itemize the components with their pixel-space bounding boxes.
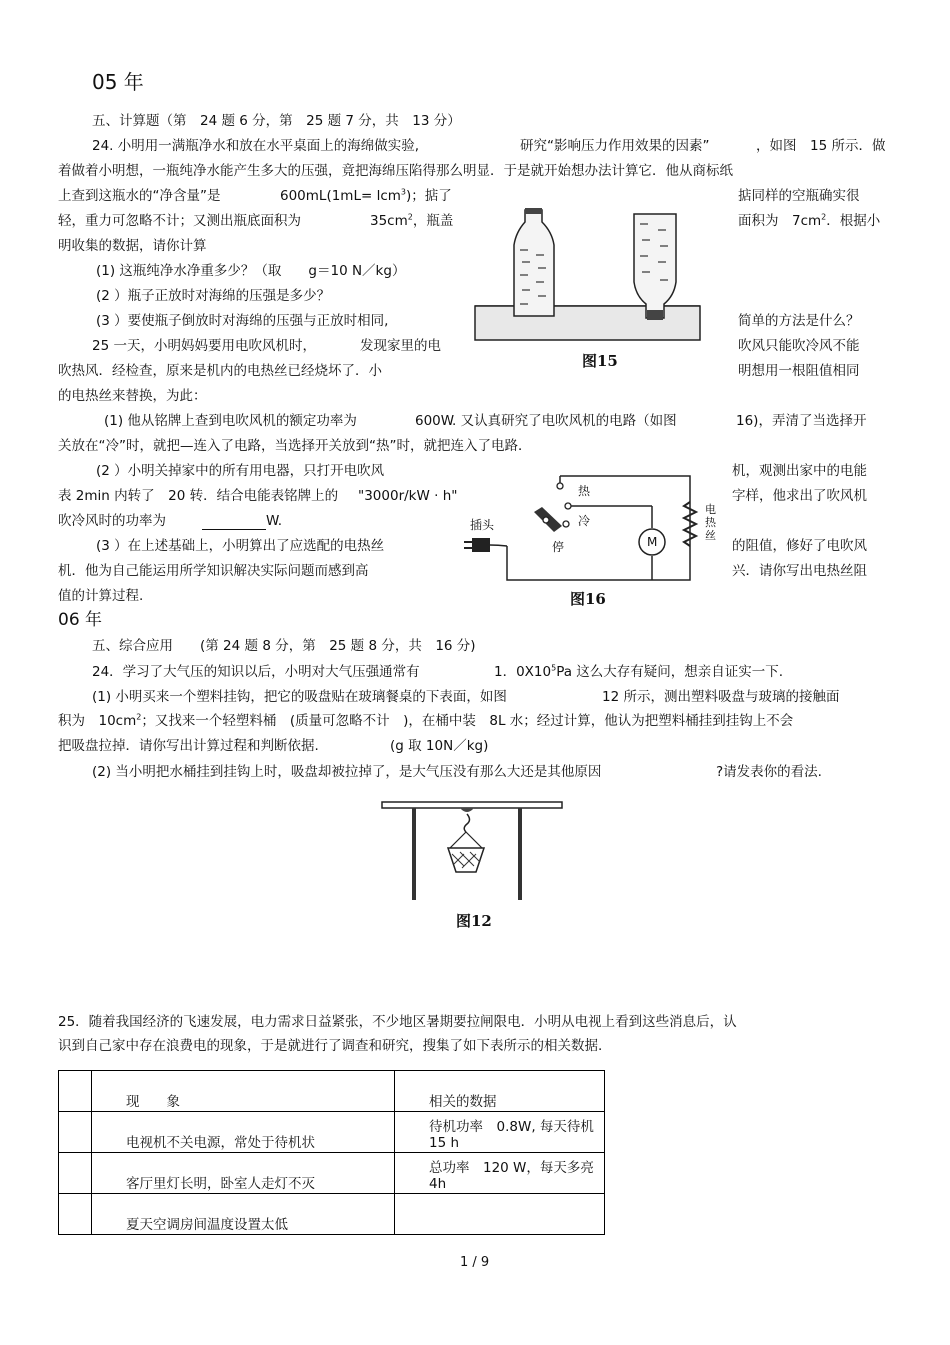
problem25-q2: 吹冷风时的功率为 (58, 513, 166, 529)
problem25-q2: 字样，他求出了吹风机 (732, 488, 867, 504)
problem24-text: 600mL(1mL= lcm$^3$)；掂了 (280, 187, 452, 204)
upright-bottle (514, 210, 554, 316)
problem25-q3: (3 ）在上述基础上，小明算出了应选配的电热丝 (96, 538, 385, 554)
question-1: (1) 这瓶纯净水净重多少？（取 g＝10 N／kg） (96, 263, 406, 279)
problem24-06-q1: (g 取 10N／kg) (390, 738, 489, 754)
problem24-06-text: 24．学习了大气压的知识以后，小明对大气压强通常有 (92, 664, 420, 680)
plug-icon (464, 538, 507, 552)
question-2: (2 ）瓶子正放时对海绵的压强是多少？ (96, 288, 331, 304)
table-row (59, 1153, 605, 1194)
table-cell: 总功率 120 W，每天多亮 4h (395, 1153, 605, 1194)
inverted-bottle (634, 214, 676, 318)
heater-label: 电热丝 (705, 503, 716, 542)
figure-15 (470, 200, 720, 350)
problem25-q1: 600W (415, 413, 455, 429)
problem24-text: 轻，重力可忽略不计；又测出瓶底面积为 (58, 213, 301, 229)
bucket-handle (450, 832, 466, 848)
problem25-q2: "3000r/kW · h" (358, 488, 458, 504)
problem25-q2: 表 2min 内转了 20 转．结合电能表铭牌上的 (58, 488, 339, 504)
section-year-06: 06 年 (58, 610, 103, 630)
selector-switch (534, 483, 571, 532)
figure-12 (380, 800, 570, 905)
problem25-q3: 的阻值，修好了电吹风 (732, 538, 867, 554)
table-row (59, 1112, 605, 1153)
question-3: 简单的方法是什么？ (738, 313, 860, 329)
table-cell: 电视机不关电源，常处于待机状 (92, 1112, 395, 1153)
hook (464, 814, 469, 832)
table-leg (412, 808, 416, 900)
problem25-q3: 值的计算过程. (58, 588, 144, 604)
problem25-text: 25 一天，小明妈妈要用电吹风机时， (92, 338, 316, 354)
problem24-text: 明收集的数据，请你计算 (58, 238, 207, 254)
answer-blank: W. (202, 512, 282, 530)
figure-12-caption: 图12 (456, 912, 492, 930)
problem24-text: 面积为 $7cm^2$．根据小 (738, 212, 881, 229)
bucket-handle (466, 832, 482, 848)
problem25-text: 吹风只能吹冷风不能 (738, 338, 860, 354)
problem24-text: $35cm^2$，瓶盖 (370, 212, 454, 229)
problem25-q3: 机．他为自己能运用所学知识解决实际问题而感到高 (58, 563, 369, 579)
problem24-06-q2: (2) 当小明把水桶挂到挂钩上时，吸盘却被拉掉了，是大气压没有那么大还是其他原因 (92, 764, 602, 780)
switch-stop-label: 停 (552, 540, 565, 554)
problem24-text: ，如图 15 所示．做 (756, 138, 886, 154)
problem25-q1: 关放在“冷”时，就把—连入了电路，当选择开关放到“热”时，就把连入了电路． (58, 438, 532, 454)
page-number: 1 / 9 (460, 1255, 490, 1270)
problem25-q1: (1) 他从铭牌上查到电吹风机的额定功率为 (104, 413, 357, 429)
problem25-text: 明想用一根阻值相同 (738, 363, 860, 379)
section-year-05: 05 年 (92, 70, 144, 94)
problem25-q1: 16)，弄清了当选择开 (736, 413, 867, 429)
switch-hot-label: 热 (578, 484, 591, 498)
table-row (59, 1194, 605, 1235)
problem25-q2: 机，观测出家中的电能 (732, 463, 867, 479)
table-header-row (59, 1071, 605, 1112)
problem25-06-text: 识到自己家中存在浪费电的现象，于是就进行了调查和研究，搜集了如下表所示的相关数据. (58, 1038, 603, 1054)
problem25-q1: . 又认真研究了电吹风机的电路（如图 (452, 413, 677, 429)
switch-cold-label: 冷 (578, 514, 591, 528)
table-cell: 待机功率 0.8W, 每天待机 15 h (395, 1112, 605, 1153)
motor-label: M (647, 535, 658, 549)
table-cell (395, 1194, 605, 1235)
table-header-cell: 现 象 (92, 1071, 395, 1112)
problem24-06-q2: ?请发表你的看法. (716, 764, 822, 780)
problem24-06-q1: 12 所示，测出塑料吸盘与玻璃的接触面 (602, 689, 840, 705)
plug-label: 插头 (470, 518, 495, 532)
problem25-q2: (2 ）小明关掉家中的所有用电器，只打开电吹风 (96, 463, 385, 479)
problem24-06-q1: 积为 $10cm^2$；又找来一个轻塑料桶 (质量可忽略不计 )，在桶中装 8L 水；经过计算，他认为把塑料桶挂到挂钩上不会 (58, 712, 794, 729)
problem25-text: 发现家里的电 (360, 338, 441, 354)
problem24-text: 上查到这瓶水的“净含量”是 (58, 188, 221, 204)
figure-16-caption: 图16 (570, 590, 606, 608)
table-cell: 客厅里灯长明，卧室人走灯不灭 (92, 1153, 395, 1194)
problem24-06-q1: (1) 小明买来一个塑料挂钩，把它的吸盘贴在玻璃餐桌的下表面，如图 (92, 689, 507, 705)
problem25-text: 的电热丝来替换，为此： (58, 388, 207, 404)
sponge (475, 306, 700, 340)
problem25-q3: 兴．请你写出电热丝阻 (732, 563, 867, 579)
section-header-05: 五、计算题（第 24 题 6 分，第 25 题 7 分，共 13 分） (92, 113, 461, 129)
table-leg (518, 808, 522, 900)
circuit-wires (507, 476, 690, 580)
glass-table-top (382, 802, 562, 808)
question-3: (3 ）要使瓶子倒放时对海绵的压强与正放时相同, (96, 313, 389, 329)
problem24-text: 掂同样的空瓶确实很 (738, 188, 860, 204)
bottle-cap (525, 208, 542, 214)
problem24-06-q1: 把吸盘拉掉．请你写出计算过程和判断依据. (58, 738, 319, 754)
bottle-cap (647, 310, 663, 320)
problem24-06-text: 1．$0X10^5Pa$ 这么大存有疑问，想亲自证实一下. (494, 663, 784, 680)
problem25-text: 吹热风．经检查，原来是机内的电热丝已经烧坏了．小 (58, 363, 382, 379)
problem25-06-text: 25．随着我国经济的飞速发展，电力需求日益紧张，不少地区暑期要拉闸限电．小明从电视上看到这些消息后，认 (58, 1014, 737, 1030)
problem24-text: 着做着小明想，一瓶纯净水能产生多大的压强，竟把海绵压陷得那么明显．于是就开始想办法计算它．他从商标纸 (58, 163, 733, 179)
energy-waste-table (58, 1070, 608, 1235)
problem24-text: 24. 小明用一满瓶净水和放在水平桌面上的海绵做实验, (92, 138, 420, 154)
table-cell: 夏天空调房间温度设置太低 (92, 1194, 395, 1235)
section-header-06: 五、综合应用 (第 24 题 8 分，第 25 题 8 分，共 16 分) (92, 638, 476, 654)
figure-15-caption: 图15 (582, 352, 618, 370)
suction-cup (460, 808, 474, 812)
problem24-text: 研究“影响压力作用效果的因素” (520, 138, 710, 154)
table-header-cell: 相关的数据 (395, 1071, 605, 1112)
